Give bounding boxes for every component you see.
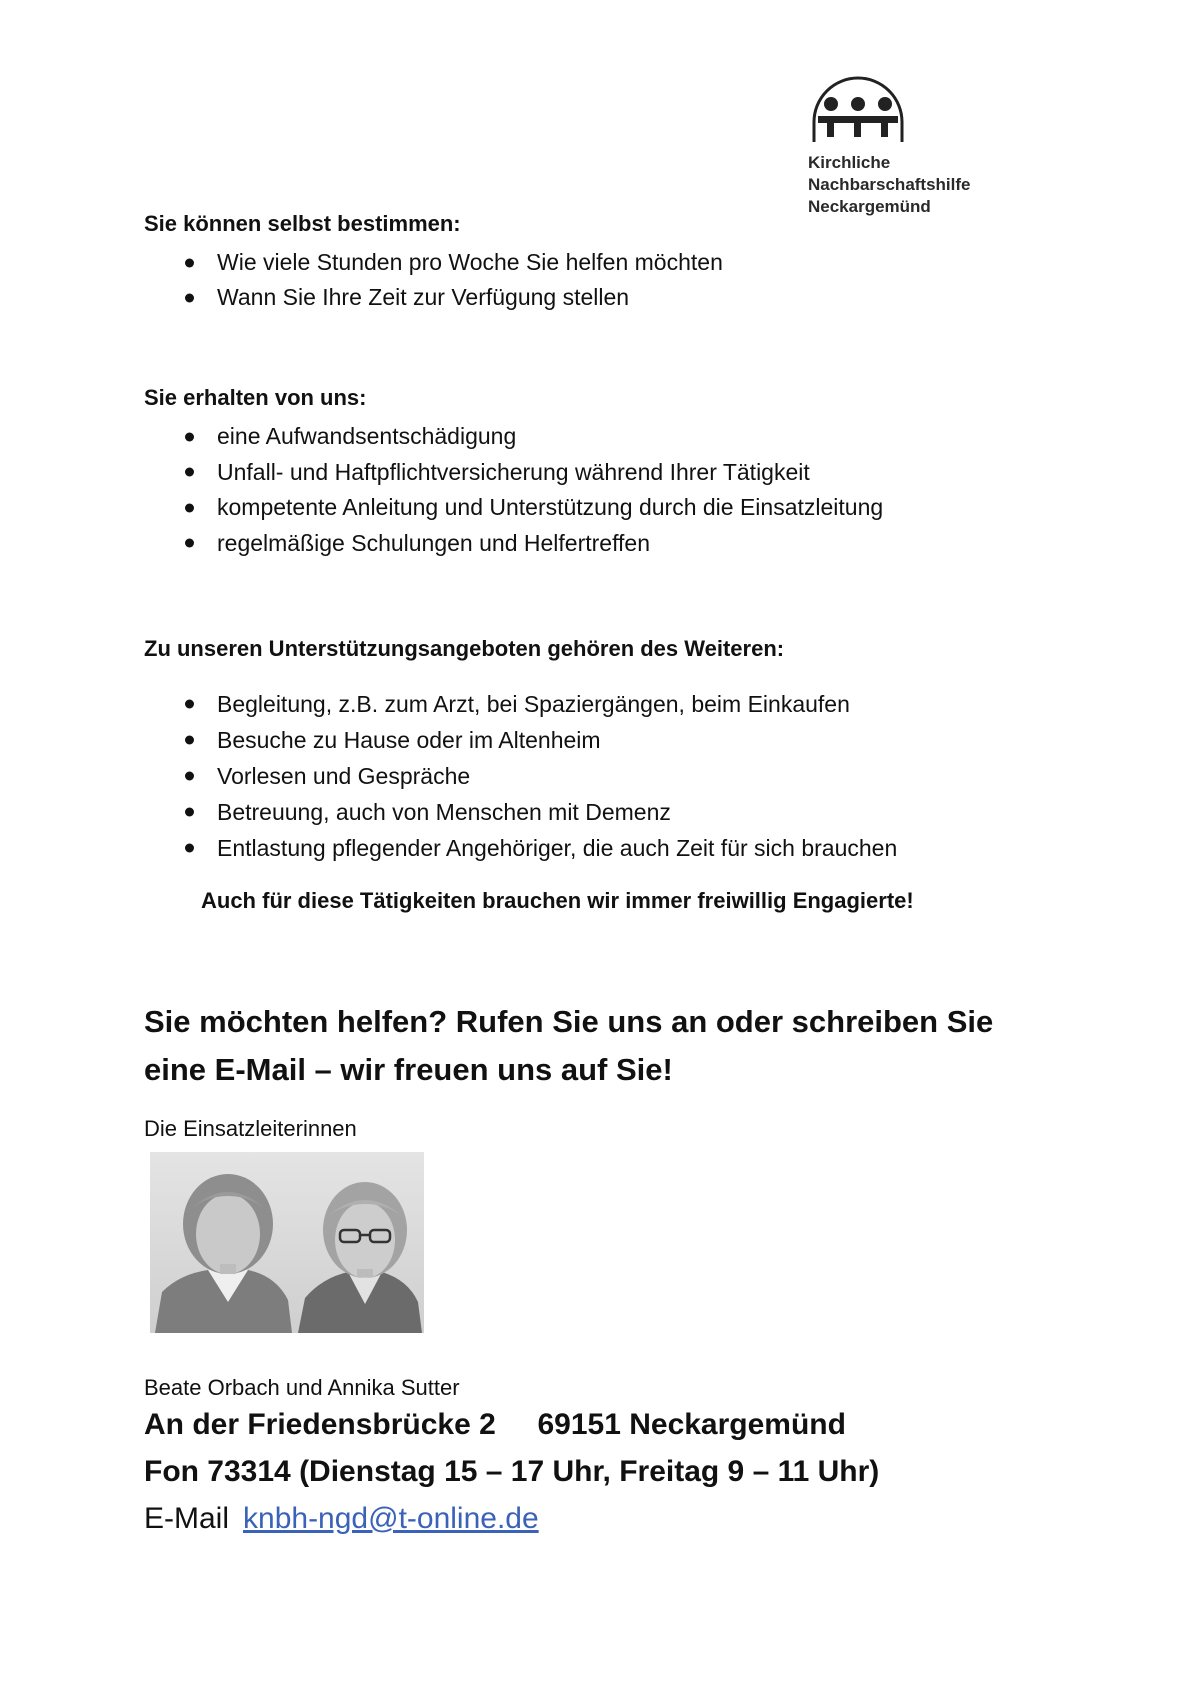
section-heading-selbst-bestimmen: Sie können selbst bestimmen: <box>144 211 461 236</box>
section-heading-erhalten: Sie erhalten von uns: <box>144 385 367 410</box>
contact-phone: Fon 73314 (Dienstag 15 – 17 Uhr, Freitag 9 – 11 Uhr) <box>144 1455 880 1488</box>
organization-logo <box>808 74 1008 218</box>
list-item: Besuche zu Hause oder im Altenheim <box>144 722 897 758</box>
list-item: Vorlesen und Gespräche <box>144 758 897 794</box>
team-portrait-image <box>150 1152 424 1333</box>
logo-line-1: Kirchliche <box>808 153 891 172</box>
list-item: Begleitung, z.B. zum Arzt, bei Spaziergängen, beim Einkaufen <box>144 686 897 722</box>
contact-address: An der Friedensbrücke 2 69151 Neckargemünd <box>144 1408 846 1441</box>
volunteer-note: Auch für diese Tätigkeiten brauchen wir immer freiwillig Engagierte! <box>201 888 914 913</box>
logo-line-2: Nachbarschaftshilfe <box>808 175 971 194</box>
team-names: Beate Orbach und Annika Sutter <box>144 1375 460 1400</box>
list-item: eine Aufwandsentschädigung <box>144 419 883 455</box>
team-label: Die Einsatzleiterinnen <box>144 1116 357 1141</box>
call-to-action <box>144 998 1024 1094</box>
list-item: Entlastung pflegender Angehöriger, die auch Zeit für sich brauchen <box>144 830 897 866</box>
cta-line-1: Sie möchten helfen? Rufen Sie uns an oder schreiben Sie <box>144 1004 994 1039</box>
email-link[interactable]: knbh-ngd@t-online.de <box>243 1502 539 1535</box>
bullet-list-erhalten <box>144 419 883 561</box>
logo-text <box>808 152 1008 218</box>
bullet-list-selbst-bestimmen <box>144 245 723 315</box>
cta-line-2: eine E-Mail – wir freuen uns auf Sie! <box>144 1052 673 1087</box>
list-item: Unfall- und Haftpflichtversicherung während Ihrer Tätigkeit <box>144 455 883 491</box>
list-item: kompetente Anleitung und Unterstützung durch die Einsatzleitung <box>144 490 883 526</box>
list-item: Betreuung, auch von Menschen mit Demenz <box>144 794 897 830</box>
logo-emblem-icon <box>808 74 908 144</box>
team-photo <box>150 1152 424 1333</box>
list-item: regelmäßige Schulungen und Helfertreffen <box>144 526 883 562</box>
logo-line-3: Neckargemünd <box>808 197 931 216</box>
contact-email-line <box>144 1502 539 1536</box>
list-item: Wann Sie Ihre Zeit zur Verfügung stellen <box>144 280 723 315</box>
email-label: E-Mail <box>144 1502 230 1535</box>
bullet-list-angebote <box>144 686 897 866</box>
list-item: Wie viele Stunden pro Woche Sie helfen möchten <box>144 245 723 280</box>
section-heading-angebote: Zu unseren Unterstützungsangeboten gehören des Weiteren: <box>144 636 785 661</box>
